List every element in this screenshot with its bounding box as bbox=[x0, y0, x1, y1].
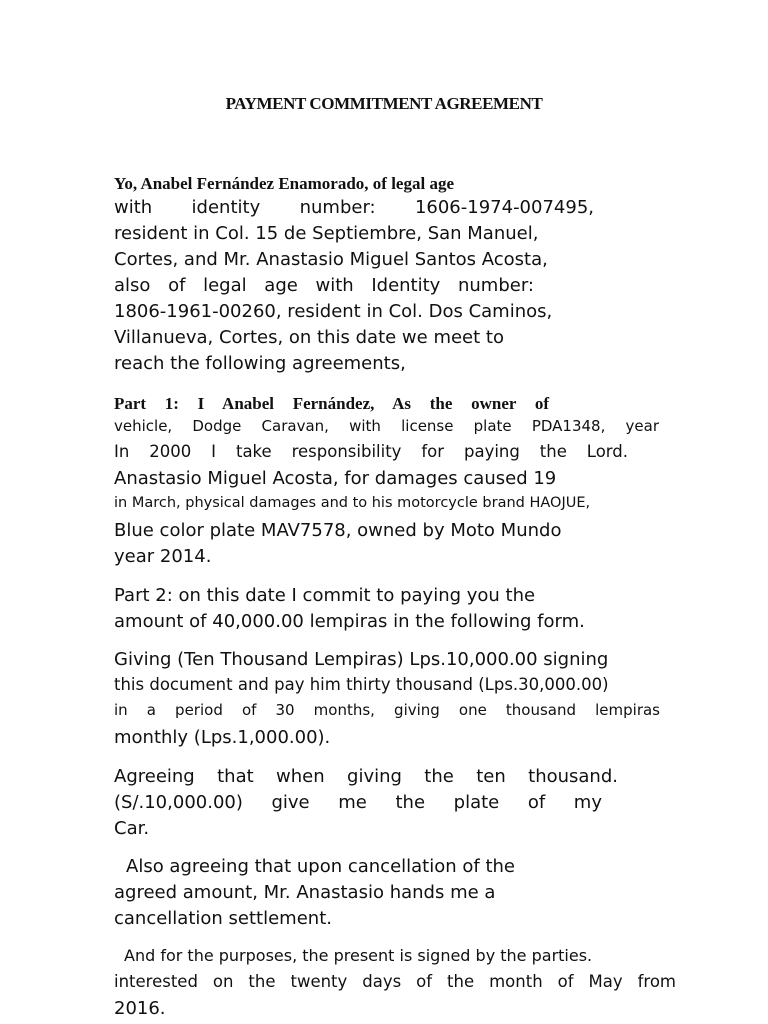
closing-line: And for the purposes, the present is signed by the parties. bbox=[124, 946, 593, 965]
part2-line: Part 2: on this date I commit to paying you the bbox=[114, 585, 536, 606]
intro-line: reach the following agreements, bbox=[114, 353, 406, 374]
agreeing-line: (S/.10,000.00) give me the plate of my bbox=[114, 792, 602, 813]
part1-line: vehicle, Dodge Caravan, with license plate PDA1348, year bbox=[114, 417, 659, 435]
closing-line: 2016. bbox=[114, 998, 166, 1019]
giving-line: this document and pay him thirty thousand (Lps.30,000.00) bbox=[114, 675, 609, 694]
closing-line: interested on the twenty days of the month of May from bbox=[114, 972, 676, 991]
part1-line: in March, physical damages and to his motorcycle brand HAOJUE, bbox=[114, 495, 591, 511]
part1-line: In 2000 I take responsibility for paying the Lord. bbox=[114, 442, 628, 461]
agreeing-line: Car. bbox=[114, 818, 150, 839]
intro-line: resident in Col. 15 de Septiembre, San Manuel, bbox=[114, 223, 539, 244]
intro-line: also of legal age with Identity number: bbox=[114, 275, 534, 296]
intro-line: Cortes, and Mr. Anastasio Miguel Santos Acosta, bbox=[114, 249, 548, 270]
part1-lead: Part 1: I Anabel Fernández, As the owner of bbox=[114, 394, 549, 413]
also-line: Also agreeing that upon cancellation of the bbox=[126, 856, 515, 877]
intro-lead: Yo, Anabel Fernández Enamorado, of legal age bbox=[114, 174, 454, 193]
part1-line: year 2014. bbox=[114, 546, 212, 567]
document-title: PAYMENT COMMITMENT AGREEMENT bbox=[225, 94, 543, 113]
part1-line: Blue color plate MAV7578, owned by Moto Mundo bbox=[114, 520, 562, 541]
agreeing-line: Agreeing that when giving the ten thousand. bbox=[114, 766, 618, 787]
part2-line: amount of 40,000.00 lempiras in the following form. bbox=[114, 611, 585, 632]
giving-line: in a period of 30 months, giving one thousand lempiras bbox=[114, 701, 660, 719]
part1-line: Anastasio Miguel Acosta, for damages caused 19 bbox=[114, 468, 557, 489]
also-line: cancellation settlement. bbox=[114, 908, 332, 929]
giving-line: Giving (Ten Thousand Lempiras) Lps.10,000.00 signing bbox=[114, 649, 609, 670]
intro-line: Villanueva, Cortes, on this date we meet to bbox=[114, 327, 504, 348]
intro-line: 1806-1961-00260, resident in Col. Dos Caminos, bbox=[114, 301, 553, 322]
giving-line: monthly (Lps.1,000.00). bbox=[114, 727, 331, 748]
intro-line: with identity number: 1606-1974-007495, bbox=[114, 197, 594, 218]
also-line: agreed amount, Mr. Anastasio hands me a bbox=[114, 882, 496, 903]
